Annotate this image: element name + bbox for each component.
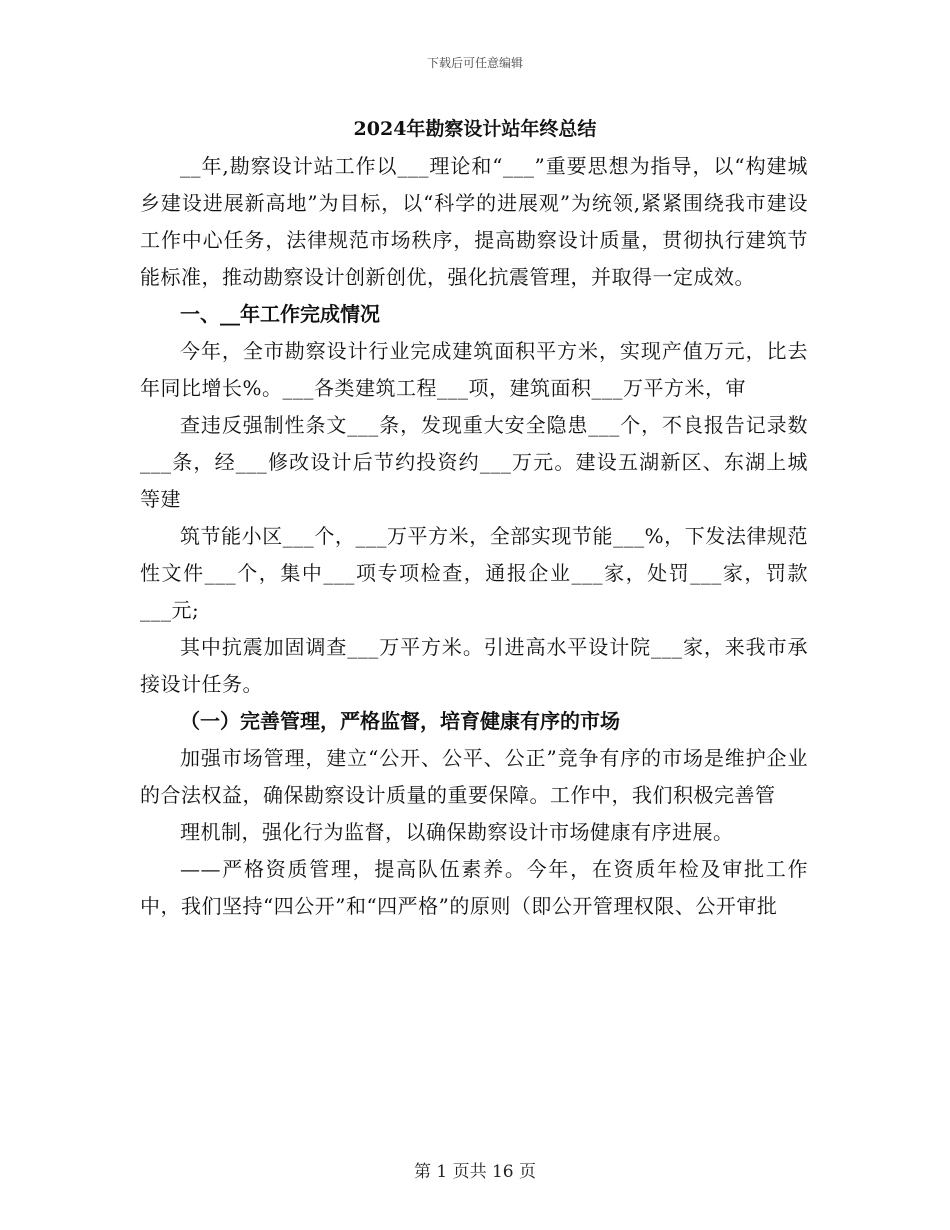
page-number: 第 1 页共 16 页 <box>413 1162 537 1182</box>
paragraph-2: 查违反强制性条文___条，发现重大安全隐患___个，不良报告记录数___条，经___修改设计后节约投资约___万元。建设五湖新区、东湖上城等建 <box>140 413 808 511</box>
paragraph-3: 筑节能小区___个，___万平方米，全部实现节能___%，下发法律规范性文件___个，集中___项专项检查，通报企业___家，处罚___家，罚款___元; <box>140 524 808 622</box>
intro-paragraph: __年,勘察设计站工作以___理论和“___”重要思想为指导，以“构建城乡建设进展新高地”为目标，以“科学的进展观”为统领,紧紧围绕我市建设工作中心任务，法律规范市场秩序，提高勘察设计质量，贯彻执行建筑节能标准，推动勘察设计创新创优，强化抗震管理，并取得一定成效。 <box>140 154 808 289</box>
paragraph-5: 加强市场管理，建立“公开、公平、公正”竞争有序的市场是维护企业的合法权益，确保勘察设计质量的重要保障。工作中，我们积极完善管 <box>140 746 808 807</box>
section-heading-1: 一、__年工作完成情况 <box>180 302 380 326</box>
document-body <box>140 148 808 925</box>
header-note: 下载后可任意编辑 <box>426 56 523 70</box>
paragraph-7: ——严格资质管理，提高队伍素养。今年，在资质年检及审批工作中，我们坚持“四公开”和“四严格”的原则（即公开管理权限、公开审批 <box>140 857 808 918</box>
paragraph-6: 理机制，强化行为监督，以确保勘察设计市场健康有序进展。 <box>180 820 734 844</box>
document-title: 2024年勘察设计站年终总结 <box>353 118 597 140</box>
paragraph-1: 今年，全市勘察设计行业完成建筑面积平方米，实现产值万元，比去年同比增长%。___各类建筑工程___项，建筑面积___万平方米，审 <box>140 339 808 400</box>
subsection-heading-1: （一）完善管理，严格监督，培育健康有序的市场 <box>180 709 620 733</box>
paragraph-4: 其中抗震加固调查___万平方米。引进高水平设计院___家，来我市承接设计任务。 <box>140 635 808 696</box>
